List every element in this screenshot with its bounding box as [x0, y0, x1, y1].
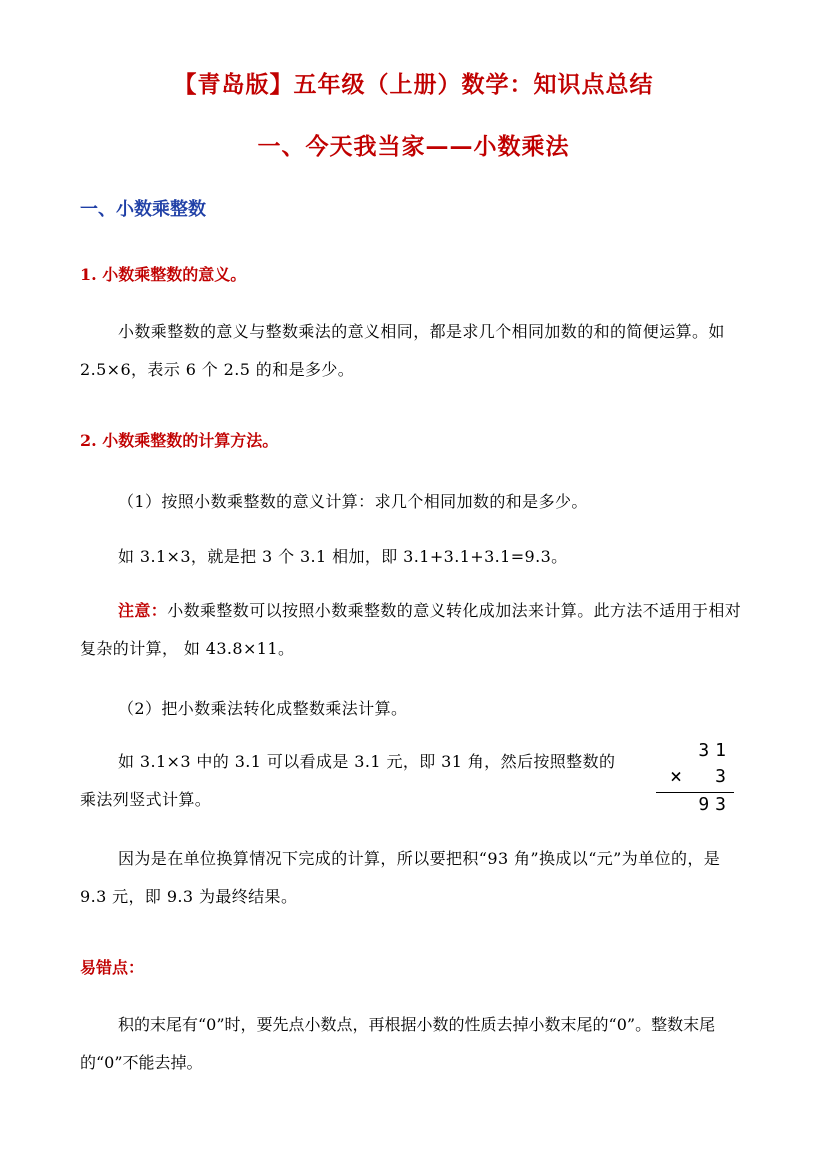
example1-text: 如 3.1×3，就是把 3 个 3.1 相加，即 3.1+3.1+3.1=9.3。	[118, 547, 568, 566]
point2-heading: 2. 小数乘整数的计算方法。	[80, 431, 279, 450]
document-subtitle: 一、今天我当家——小数乘法	[257, 133, 570, 160]
note-paragraph	[80, 592, 748, 668]
point1-text: 小数乘整数的意义与整数乘法的意义相同，都是求几个相同加数的和的简便运算。如 2.5×6，表示 6 个 2.5 的和是多少。	[80, 322, 725, 379]
example2-text: 如 3.1×3 中的 3.1 可以看成是 3.1 元，即 31 角，然后按照整数的乘法列竖式计算。	[80, 752, 616, 809]
document-title: 【青岛版】五年级（上册）数学：知识点总结	[173, 71, 654, 98]
mistakes-heading: 易错点：	[80, 958, 145, 977]
calc-operator: ×	[670, 764, 683, 788]
explanation-text: 因为是在单位换算情况下完成的计算，所以要把积“93 角”换成以“元”为单位的，是 9.3 元，即 9.3 为最终结果。	[80, 849, 721, 906]
mistakes-text: 积的末尾有“0”时，要先点小数点，再根据小数的性质去掉小数末尾的“0”。整数末尾的“0”不能去掉。	[80, 1015, 716, 1072]
calc-multiplicand: 31	[698, 740, 732, 761]
section-heading: 一、小数乘整数	[80, 199, 206, 220]
method2-text: （2）把小数乘法转化成整数乘法计算。	[118, 699, 408, 718]
calc-multiplier: 3	[715, 766, 732, 787]
method1-text: （1）按照小数乘整数的意义计算：求几个相同加数的和是多少。	[118, 492, 588, 511]
calc-divider-line	[656, 792, 734, 793]
vertical-multiplication	[656, 740, 736, 820]
note-label: 注意：	[118, 601, 168, 620]
point1-heading: 1. 小数乘整数的意义。	[80, 265, 247, 284]
calc-result: 93	[698, 794, 732, 815]
note-text: 小数乘整数可以按照小数乘整数的意义转化成加法来计算。此方法不适用于相对复杂的计算， 如 43.8×11。	[80, 601, 742, 658]
